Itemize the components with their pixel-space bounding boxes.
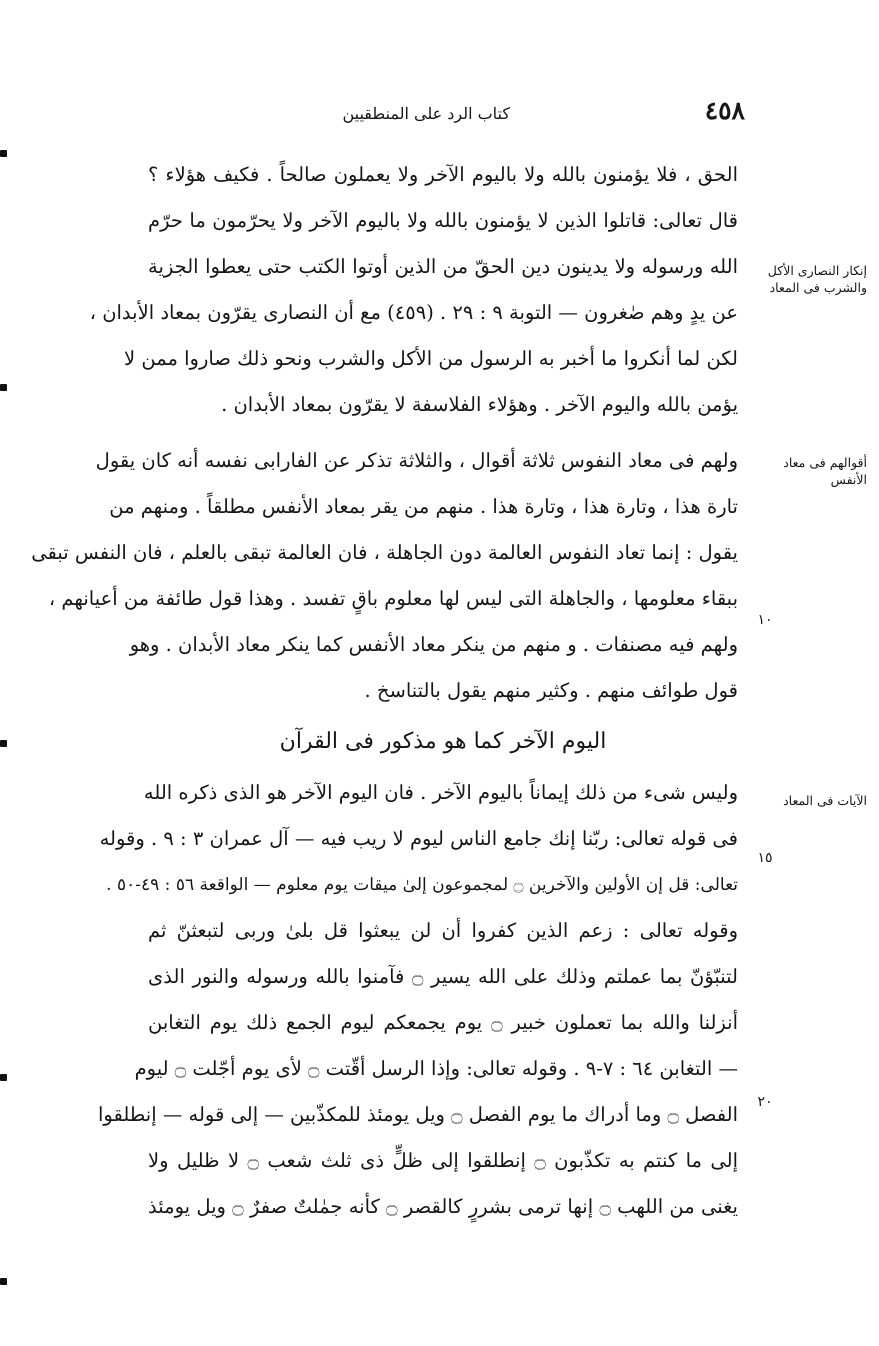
text-line: عن يدٍ وهم صٰغرون — التوبة ٩ : ٢٩ . (٤٥٩) مع أن النصارى يقرّون بمعاد الأبدان ، — [89, 301, 738, 324]
text-line: وقوله تعالى : زعم الذين كفروا أن لن يبعثوا قل بلىٰ وربى لتبعثنّ ثم — [148, 919, 738, 942]
scan-mark — [0, 384, 7, 391]
line-number-10: ١٠ — [757, 612, 773, 628]
text-line: يؤمن بالله واليوم الآخر . وهؤلاء الفلاسفة لا يقرّون بمعاد الأبدان . — [221, 393, 738, 416]
margin-note-verses: الآيات فى المعاد — [783, 793, 867, 808]
text-line: الفصل ۝ وما أدراك ما يوم الفصل ۝ ويل يومئذ للمكذّبين — إلى قوله — إنطلقوا — [97, 1103, 738, 1126]
text-line: ولهم فيه مصنفات . و منهم من ينكر معاد الأنفس كما ينكر معاد الأبدان . وهو — [129, 633, 738, 656]
line-number-15: ١٥ — [757, 850, 773, 866]
text-line: ببقاء معلومها ، والجاهلة التى ليس لها معلوم باقٍ تفسد . وهذا قول طائفة من أعيانهم ، — [48, 587, 738, 610]
text-line: قال تعالى: قاتلوا الذين لا يؤمنون بالله ولا باليوم الآخر ولا يحرّمون ما حرّم — [148, 209, 738, 232]
margin-note-christians: إنكار النصارى الأكل والشرب فى المعاد — [767, 263, 867, 295]
text-line: إلى ما كنتم به تكذّبون ۝ إنطلقوا إلى ظلٍّ ذى ثلث شعب ۝ لا ظليل ولا — [148, 1149, 739, 1172]
text-line: أنزلنا والله بما تعملون خبير ۝ يوم يجمعكم ليوم الجمع ذلك يوم التغابن — [148, 1011, 738, 1034]
text-line: يغنى من اللهب ۝ إنها ترمى بشررٍ كالقصر ۝ كأنه جمٰلتٌ صفرٌ ۝ ويل يومئذ — [148, 1195, 738, 1218]
scan-mark — [0, 1074, 7, 1081]
text-line: لتنبّؤنّ بما عملتم وذلك على الله يسير ۝ فآمنوا بالله ورسوله والنور الذى — [148, 965, 738, 988]
text-line: تارة هذا ، وتارة هذا ، وتارة هذا . منهم من يقر بمعاد الأنفس مطلقاً . ومنهم من — [109, 495, 738, 518]
section-heading: اليوم الآخر كما هو مذكور فى القرآن — [279, 729, 607, 754]
text-line: الحق ، فلا يؤمنون بالله ولا باليوم الآخر ولا يعملون صالحاً . فكيف هؤلاء ؟ — [148, 163, 738, 186]
text-line: وليس شىء من ذلك إيماناً باليوم الآخر . فان اليوم الآخر هو الذى ذكره الله — [143, 781, 738, 804]
scan-mark — [0, 150, 7, 157]
text-line: فى قوله تعالى: ربّنا إنك جامع الناس ليوم لا ريب فيه — آل عمران ٣ : ٩ . وقوله — [99, 827, 738, 850]
line-number-20: ٢٠ — [757, 1094, 773, 1110]
text-line: يقول : إنما تعاد النفوس العالمة دون الجاهلة ، فان العالمة تبقى بالعلم ، فان النفس تبقى — [31, 541, 738, 564]
text-line: تعالى: قل إن الأولين والآخرين ۝ لمجموعون إلىٰ ميقات يوم معلوم — الواقعة ٥٦ : ٤٩-٥٠ . — [106, 875, 738, 895]
running-title: كتاب الرد على المنطقيين — [342, 104, 510, 123]
text-line: الله ورسوله ولا يدينون دين الحقّ من الذين أوتوا الكتب حتى يعطوا الجزية — [148, 255, 738, 278]
page-header — [170, 96, 745, 136]
text-line: لكن لما أنكروا ما أخبر به الرسول من الأكل والشرب ونحو ذلك صاروا ممن لا — [124, 347, 738, 370]
margin-note-souls: أقوالهم فى معاد الأنفس — [783, 455, 867, 487]
scan-mark — [0, 1278, 7, 1285]
text-line: ولهم فى معاد النفوس ثلاثة أقوال ، والثلاثة تذكر عن الفارابى نفسه أنه كان يقول — [95, 449, 738, 472]
text-line: قول طوائف منهم . وكثير منهم يقول بالتناسخ . — [364, 679, 738, 702]
text-line: — التغابن ٦٤ : ٧-٩ . وقوله تعالى: وإذا الرسل أقّتت ۝ لأى يوم أجّلت ۝ ليوم — [134, 1057, 738, 1080]
body-text — [31, 152, 739, 1230]
scan-mark — [0, 740, 7, 747]
page-number: ٤٥٨ — [704, 96, 745, 125]
